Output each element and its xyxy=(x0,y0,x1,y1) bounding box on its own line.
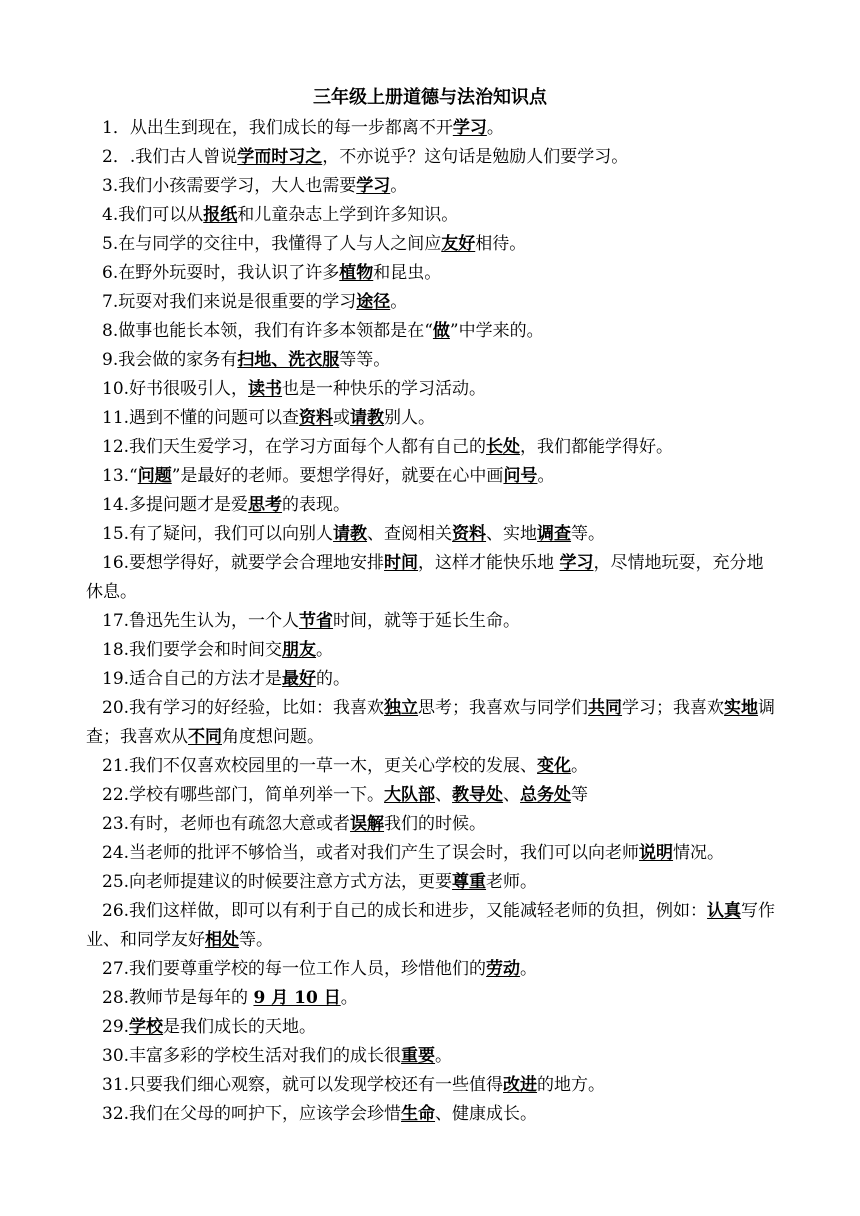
knowledge-point-item xyxy=(86,636,776,665)
item-text: 等。 xyxy=(571,524,606,544)
item-text: 的。 xyxy=(316,669,351,689)
key-term: 调查 xyxy=(537,524,572,544)
item-text: 2．.我们古人曾说 xyxy=(102,147,238,167)
key-term: 认真 xyxy=(707,901,742,921)
item-text: 、健康成长。 xyxy=(435,1104,538,1124)
key-term: 途径 xyxy=(356,292,391,312)
item-text: 26.我们这样做，即可以有利于自己的成长和进步，又能减轻老师的负担，例如： xyxy=(102,901,708,921)
knowledge-point-item xyxy=(86,520,776,549)
key-term: 友好 xyxy=(441,234,476,254)
knowledge-point-item xyxy=(86,404,776,433)
item-text: 。 xyxy=(390,292,408,312)
item-text: 。 xyxy=(340,988,358,1008)
knowledge-point-item xyxy=(86,549,776,607)
knowledge-point-item xyxy=(86,1100,776,1129)
knowledge-point-item xyxy=(86,665,776,694)
key-term: 资料 xyxy=(452,524,487,544)
knowledge-point-item xyxy=(86,114,776,143)
item-text: 。 xyxy=(390,176,408,196)
item-text: 的表现。 xyxy=(282,495,351,515)
key-term: 说明 xyxy=(639,843,674,863)
key-term: 节省 xyxy=(299,611,334,631)
key-term: 共同 xyxy=(588,698,623,718)
knowledge-point-item xyxy=(86,752,776,781)
knowledge-point-item xyxy=(86,1071,776,1100)
item-text: 。 xyxy=(435,1046,453,1066)
item-text: 6.在野外玩耍时，我认识了许多 xyxy=(102,263,340,283)
key-term: 做 xyxy=(432,321,450,341)
item-text: 19.适合自己的方法才是 xyxy=(102,669,283,689)
key-term: 最好 xyxy=(282,669,317,689)
key-term: 大队部 xyxy=(384,785,436,805)
item-text: 25.向老师提建议的时候要注意方式方法，更要 xyxy=(102,872,453,892)
knowledge-point-item xyxy=(86,317,776,346)
item-text: 。 xyxy=(520,959,538,979)
item-text: 17.鲁迅先生认为，一个人 xyxy=(102,611,300,631)
item-text: 等 xyxy=(571,785,589,805)
knowledge-point-item xyxy=(86,230,776,259)
key-term: 思考 xyxy=(248,495,283,515)
key-term: 时间 xyxy=(384,553,419,573)
item-text: 16.要想学得好，就要学会合理地安排 xyxy=(102,553,385,573)
item-text: 27.我们要尊重学校的每一位工作人员，珍惜他们的 xyxy=(102,959,487,979)
knowledge-point-item xyxy=(86,781,776,810)
item-text: 时间，就等于延长生命。 xyxy=(333,611,521,631)
item-text: 、 xyxy=(503,785,521,805)
item-text: 24.当老师的批评不够恰当，或者对我们产生了误会时，我们可以向老师 xyxy=(102,843,640,863)
key-term: 尊重 xyxy=(452,872,487,892)
item-text: 1．从出生到现在，我们成长的每一步都离不开 xyxy=(102,118,453,138)
key-term: 朋友 xyxy=(282,640,317,660)
item-text: 和昆虫。 xyxy=(373,263,442,283)
knowledge-point-item xyxy=(86,694,776,752)
item-text: 32.我们在父母的呵护下，应该学会珍惜 xyxy=(102,1104,402,1124)
item-text: 也是一种快乐的学习活动。 xyxy=(282,379,487,399)
key-term: 生命 xyxy=(401,1104,436,1124)
item-text: 。 xyxy=(537,466,555,486)
knowledge-point-item xyxy=(86,201,776,230)
item-text: 思考；我喜欢与同学们 xyxy=(418,698,589,718)
knowledge-point-item xyxy=(86,346,776,375)
item-text: 等等。 xyxy=(339,350,391,370)
item-text: 的地方。 xyxy=(537,1075,606,1095)
knowledge-point-item xyxy=(86,868,776,897)
knowledge-point-item xyxy=(86,375,776,404)
item-text: 。 xyxy=(571,756,589,776)
item-text: ”是最好的老师。要想学得好，就要在心中画 xyxy=(171,466,504,486)
knowledge-point-list xyxy=(86,114,776,1129)
key-term: 不同 xyxy=(188,727,222,747)
key-term: 长处 xyxy=(486,437,521,457)
item-text: 15.有了疑问，我们可以向别人 xyxy=(102,524,334,544)
item-text: ，我们都能学得好。 xyxy=(520,437,674,457)
item-text: 相待。 xyxy=(475,234,527,254)
item-text: 老师。 xyxy=(486,872,538,892)
item-text: 14.多提问题才是爱 xyxy=(102,495,249,515)
item-text: 8.做事也能长本领，我们有许多本领都是在“ xyxy=(102,321,433,341)
item-text: ”中学来的。 xyxy=(449,321,544,341)
key-term: 学习 xyxy=(356,176,391,196)
item-text: 9.我会做的家务有 xyxy=(102,350,238,370)
item-text: 是我们成长的天地。 xyxy=(163,1017,317,1037)
item-text: 18.我们要学会和时间交 xyxy=(102,640,283,660)
key-term: 相处 xyxy=(205,930,239,950)
knowledge-point-item xyxy=(86,143,776,172)
key-term: 报纸 xyxy=(203,205,238,225)
knowledge-point-item xyxy=(86,984,776,1013)
key-term: 问题 xyxy=(137,466,172,486)
key-term: 资料 xyxy=(299,408,334,428)
knowledge-point-item xyxy=(86,1013,776,1042)
item-text: ，这样才能快乐地 xyxy=(418,553,560,573)
key-term: 读书 xyxy=(248,379,283,399)
item-text: 。 xyxy=(316,640,334,660)
key-term: 9 月 10 日 xyxy=(253,988,341,1008)
item-text: 10.好书很吸引人， xyxy=(102,379,249,399)
key-term: 劳动 xyxy=(486,959,521,979)
item-text: 。 xyxy=(486,118,504,138)
item-text: 22.学校有哪些部门，简单列举一下。 xyxy=(102,785,385,805)
knowledge-point-item xyxy=(86,288,776,317)
item-text: ，不亦说乎？这句话是勉励人们要学习。 xyxy=(322,147,629,167)
key-term: 教导处 xyxy=(452,785,504,805)
item-text: 7.玩耍对我们来说是很重要的学习 xyxy=(102,292,357,312)
key-term: 改进 xyxy=(503,1075,538,1095)
item-text: 23.有时，老师也有疏忽大意或者 xyxy=(102,814,351,834)
key-term: 变化 xyxy=(537,756,572,776)
key-term: 实地 xyxy=(724,698,759,718)
item-text: 12.我们天生爱学习，在学习方面每个人都有自己的 xyxy=(102,437,487,457)
item-text: 21.我们不仅喜欢校园里的一草一木，更关心学校的发展、 xyxy=(102,756,538,776)
knowledge-point-item xyxy=(86,839,776,868)
item-text: 或 xyxy=(333,408,351,428)
item-text: 4.我们可以从 xyxy=(102,205,204,225)
item-text: 等。 xyxy=(239,930,273,950)
knowledge-point-item xyxy=(86,955,776,984)
key-term: 学而时习之 xyxy=(237,147,323,167)
page-title: 三年级上册道德与法治知识点 xyxy=(313,87,547,108)
item-text: 学习；我喜欢 xyxy=(622,698,725,718)
knowledge-point-item xyxy=(86,897,776,955)
item-text: 3.我们小孩需要学习，大人也需要 xyxy=(102,176,357,196)
knowledge-point-item xyxy=(86,259,776,288)
item-text: 29. xyxy=(102,1017,130,1037)
item-text: 、 xyxy=(435,785,453,805)
knowledge-point-item xyxy=(86,491,776,520)
knowledge-point-item xyxy=(86,462,776,491)
key-term: 学校 xyxy=(129,1017,164,1037)
item-text: ，尽情地玩耍，充分地休息。 xyxy=(86,553,764,602)
key-term: 总务处 xyxy=(520,785,572,805)
item-text: 28.教师节是每年的 xyxy=(102,988,254,1008)
key-term: 扫地、洗衣服 xyxy=(237,350,340,370)
key-term: 误解 xyxy=(350,814,385,834)
item-text: 、实地 xyxy=(486,524,538,544)
item-text: 调查；我喜欢从 xyxy=(86,698,776,747)
item-text: 31.只要我们细心观察，就可以发现学校还有一些值得 xyxy=(102,1075,504,1095)
item-text: 5.在与同学的交往中，我懂得了人与人之间应 xyxy=(102,234,442,254)
knowledge-point-item xyxy=(86,607,776,636)
knowledge-point-item xyxy=(86,1042,776,1071)
knowledge-point-item xyxy=(86,810,776,839)
item-text: 写作业、和同学友好 xyxy=(86,901,776,950)
item-text: 、查阅相关 xyxy=(367,524,453,544)
key-term: 植物 xyxy=(339,263,374,283)
knowledge-point-item xyxy=(86,433,776,462)
key-term: 请教 xyxy=(350,408,385,428)
key-term: 重要 xyxy=(401,1046,436,1066)
key-term: 独立 xyxy=(384,698,419,718)
key-term: 学习 xyxy=(452,118,487,138)
item-text: 角度想问题。 xyxy=(222,727,324,747)
item-text: 11.遇到不懂的问题可以查 xyxy=(102,408,300,428)
item-text: 情况。 xyxy=(673,843,725,863)
item-text: 和儿童杂志上学到许多知识。 xyxy=(237,205,459,225)
key-term: 问号 xyxy=(503,466,538,486)
item-text: 别人。 xyxy=(384,408,436,428)
item-text: 13.“ xyxy=(102,466,138,486)
item-text: 30.丰富多彩的学校生活对我们的成长很 xyxy=(102,1046,402,1066)
item-text: 我们的时候。 xyxy=(384,814,487,834)
knowledge-point-item xyxy=(86,172,776,201)
key-term: 学习 xyxy=(559,553,594,573)
key-term: 请教 xyxy=(333,524,368,544)
item-text: 20.我有学习的好经验，比如：我喜欢 xyxy=(102,698,385,718)
